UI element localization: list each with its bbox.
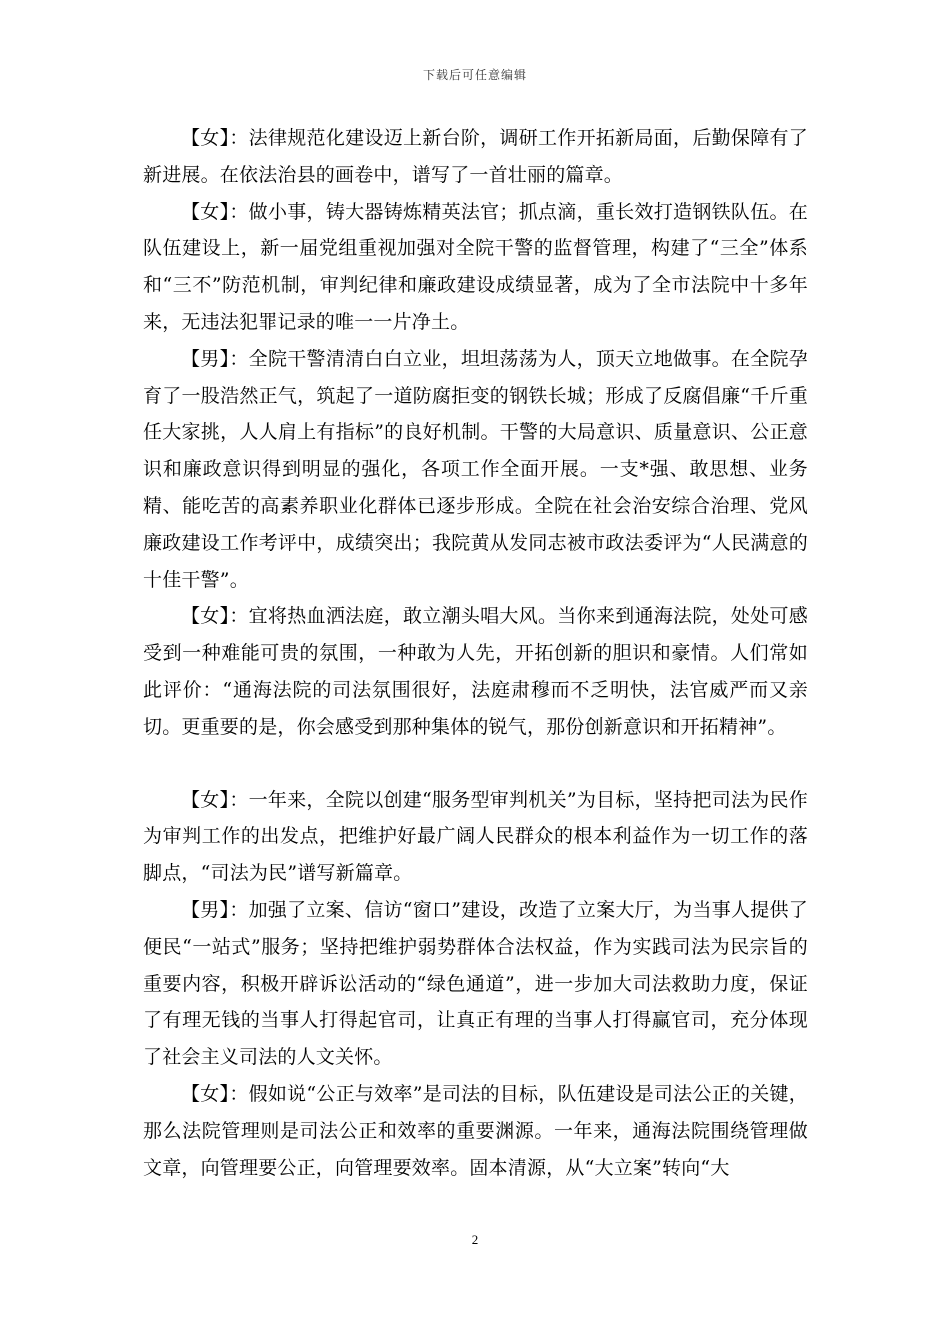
- paragraph: [143, 341, 808, 599]
- paragraph: [143, 194, 808, 341]
- speaker-label: 【女】: [181, 200, 230, 223]
- speaker-label: 【女】: [181, 605, 230, 628]
- document-body: [143, 120, 808, 1186]
- paragraph-text: ：法律规范化建设迈上新台阶，调研工作开拓新局面，后勤保障有了新进展。在依法治县的画卷中，谱写了一首壮丽的篇章。: [143, 127, 808, 186]
- paragraph: [143, 1076, 808, 1186]
- speaker-label: 【女】: [181, 788, 230, 811]
- speaker-label: 【女】: [181, 1082, 230, 1105]
- page-header: 下载后可任意编辑: [422, 68, 527, 82]
- speaker-label: 【男】: [181, 898, 230, 921]
- paragraph: [143, 782, 808, 892]
- paragraph: [143, 598, 808, 745]
- paragraph-text: ：一年来，全院以创建“服务型审判机关”为目标，坚持把司法为民作为审判工作的出发点，把维护好最广阔人民群众的根本利益作为一切工作的落脚点，“司法为民”谱写新篇章。: [143, 788, 808, 885]
- speaker-label: 【男】: [181, 347, 230, 370]
- paragraph: [143, 120, 808, 194]
- page-number: 2: [471, 1232, 479, 1247]
- speaker-label: 【女】: [181, 127, 230, 149]
- paragraph-text: ：假如说“公正与效率”是司法的目标，队伍建设是司法公正的关键，那么法院管理则是司法公正和效率的重要渊源。一年来，通海法院围绕管理做文章，向管理要公正，向管理要效率。固本清源，从“大立案”转向“大: [143, 1082, 808, 1179]
- paragraph-text: ：加强了立案、信访“窗口”建设，改造了立案大厅，为当事人提供了便民“一站式”服务；坚持把维护弱势群体合法权益，作为实践司法为民宗旨的重要内容，积极开辟诉讼活动的“绿色通道”，进一步加大司法救助力度，保证了有理无钱的当事人打得起官司，让真正有理的当事人打得赢官司，充分体现了社会主义司法的人文关怀。: [143, 898, 808, 1069]
- paragraph-text: ：宜将热血洒法庭，敢立潮头唱大风。当你来到通海法院，处处可感受到一种难能可贵的氛围，一种敢为人先，开拓创新的胆识和豪情。人们常如此评价：“通海法院的司法氛围很好，法庭肃穆而不乏明快，法官威严而又亲切。更重要的是，你会感受到那种集体的锐气，那份创新意识和开拓精神”。: [143, 605, 808, 738]
- paragraph: [143, 892, 808, 1076]
- paragraph-gap: [143, 746, 808, 782]
- paragraph-text: ：做小事，铸大器铸炼精英法官；抓点滴，重长效打造钢铁队伍。在队伍建设上，新一届党组重视加强对全院干警的监督管理，构建了“三全”体系和“三不”防范机制，审判纪律和廉政建设成绩显著，成为了全市法院中十多年来，无违法犯罪记录的唯一一片净土。: [143, 200, 808, 333]
- paragraph-text: ：全院干警清清白白立业，坦坦荡荡为人，顶天立地做事。在全院孕育了一股浩然正气，筑起了一道防腐拒变的钢铁长城；形成了反腐倡廉“千斤重任大家挑，人人肩上有指标”的良好机制。干警的大局意识、质量意识、公正意识和廉政意识得到明显的强化，各项工作全面开展。一支*强、敢思想、业务精、能吃苦的高素养职业化群体已逐步形成。全院在社会治安综合治理、党风廉政建设工作考评中，成绩突出；我院黄从发同志被市政法委评为“人民满意的十佳干警”。: [143, 347, 808, 591]
